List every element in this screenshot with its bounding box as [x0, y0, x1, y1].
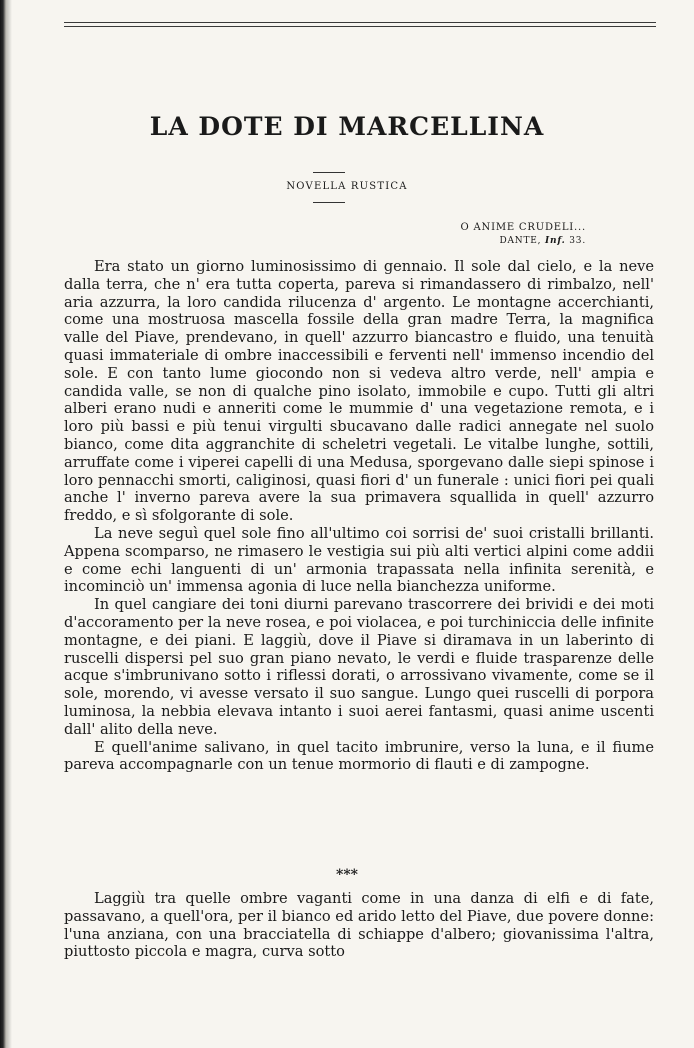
header-rule: [64, 26, 656, 27]
body-text: [64, 258, 654, 774]
body-text-continued: [64, 890, 654, 961]
book-spine-shadow: [0, 0, 12, 1048]
epigraph-source: [499, 236, 586, 246]
header-rule: [64, 22, 656, 23]
paragraph: Laggiù tra quelle ombre vaganti come in una danza di elfi e di fate, passavano, a quell'ora, per il bianco ed arido letto del Piave, due povere donne: l'una anziana, con una bracciatella di schiappe d'albero; giovanissima l'altra, piuttosto piccola e magra, curva sotto: [64, 890, 654, 961]
epigraph-author: DANTE,: [499, 236, 542, 246]
epigraph-ref: 33.: [569, 236, 586, 246]
subtitle-divider: [313, 202, 345, 203]
paragraph: In quel cangiare dei toni diurni parevano trascorrere dei brividi e dei moti d'accoramento per la neve rosea, e poi violacea, e poi turchiniccia delle infinite montagne, e dei piani. E laggiù, dove il Piave si diramava in un laberinto di ruscelli dispersi pel suo gran piano nevato, le verdi e fluide trasparenze delle acque s'imbrunivano sotto i riflessi dorati, o arrossivano vivamente, come se il sole, morendo, vi avesse versato il suo sangue. Lungo quei ruscelli di porpora luminosa, la nebbia elevava intanto i suoi aerei fantasmi, quasi anime uscenti dall' alito della neve.: [64, 596, 654, 738]
section-separator: ***: [336, 867, 358, 883]
paragraph: E quell'anime salivano, in quel tacito imbrunire, verso la luna, e il fiume pareva accompagnarle con un tenue mormorio di flauti e di zampogne.: [64, 738, 654, 774]
title-divider: [313, 172, 345, 173]
epigraph-quote: O ANIME CRUDELI...: [460, 222, 586, 233]
paragraph: La neve seguì quel sole fino all'ultimo coi sorrisi de' suoi cristalli brillanti. Appena scomparso, ne rimasero le vestigia sui più alti vertici alpini come addii e come echi languenti di un' armonia trapassata nella infinita serenità, e incominciò un' immensa agonia di luce nella bianchezza uniforme.: [64, 524, 654, 596]
paragraph: Era stato un giorno luminosissimo di gennaio. Il sole dal cielo, e la neve dalla terra, che n' era tutta coperta, pareva si rimandassero di rimbalzo, nell' aria azzurra, la loro candida rilucenza d' argento. Le montagne accerchianti, come una mostruosa mascella fossile della gran madre Terra, la magnifica valle del Piave, prendevano, in quell' azzurro biancastro e fluido, una tenuità quasi immateriale di ombre inaccessibili e ferventi nell' immenso incendio del sole. E con tanto lume giocondo non si vedeva altro verde, nell' ampia e candida valle, se non di qualche pino isolato, immobile e cupo. Tutti gli altri alberi erano nudi e anneriti come le mummie d' una vegetazione remota, e i loro più bassi e più tenui virgulti sbucavano dalle radici annegate nel suolo bianco, come dita aggranchite di scheletri vegetali. Le vitalbe lunghe, sottili, arruffate come i viperei capelli di una Medusa, sporgevano dalle siepi spinose i loro pennacchi smorti, caliginosi, quasi fiori d' un funerale : unici fiori pei quali anche l' inverno pareva avere la sua primavera squallida in quell' azzurro freddo, e sì sfolgorante di sole.: [64, 258, 654, 525]
epigraph-work: Inf.: [544, 236, 566, 246]
subtitle: NOVELLA RUSTICA: [286, 181, 408, 192]
page-title: LA DOTE DI MARCELLINA: [149, 112, 545, 141]
